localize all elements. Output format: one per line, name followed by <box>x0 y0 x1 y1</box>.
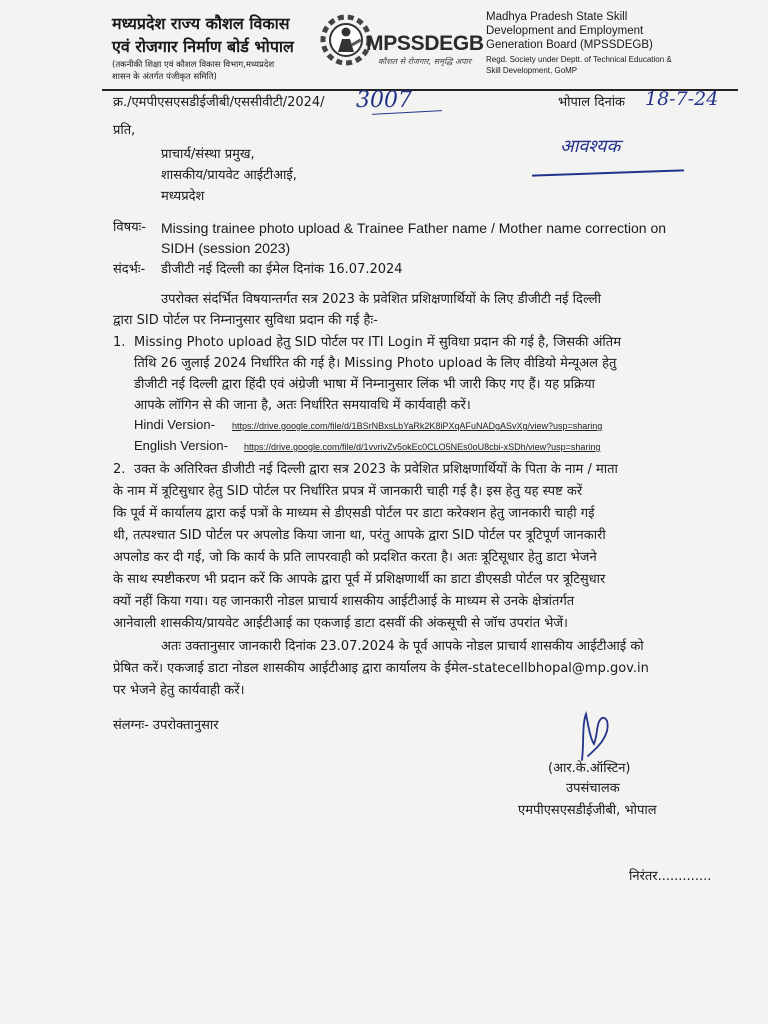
subject-label: विषयः- <box>113 220 146 235</box>
org-sub-english-line2: Skill Development, GoMP <box>486 66 578 75</box>
point2-line3: कि पूर्व में कार्यालय द्वारा कई पत्रों के माध्यम से डीएसडी पोर्टल पर डाटा करेक्शन हेतु जानकारी चाही गई <box>113 506 595 521</box>
urgent-handwritten: आवश्यक <box>560 136 621 157</box>
reference-text: डीजीटी नई दिल्ली का ईमेल दिनांक 16.07.2024 <box>161 262 403 277</box>
logo-text: MPSSDEGB <box>366 32 484 55</box>
point2-line7: क्यों नहीं किया गया। यह जानकारी नोडल प्राचार्य शासकीय आईटीआई के माध्यम से उनके क्षेत्रांतर्गत <box>113 594 575 609</box>
logo-tagline: कौशल से रोजगार, समृद्धि अपार <box>378 57 471 66</box>
reference-handwritten-number: 3007 <box>356 88 412 113</box>
handwritten-signature <box>576 704 616 768</box>
recipient-line1: प्राचार्य/संस्था प्रमुख, <box>161 147 255 162</box>
english-version-label: English Version- <box>134 438 228 453</box>
subject-line1: Missing trainee photo upload & Trainee Father name / Mother name correction on <box>161 220 667 236</box>
recipient-line2: शासकीय/प्रायवेट आईटीआई, <box>161 168 297 183</box>
point2-line1: उक्त के अतिरिक्त डीजीटी नई दिल्ली द्वारा सत्र 2023 के प्रवेशित प्रशिक्षणार्थियों के पिता के नाम / माता <box>134 462 618 477</box>
point1-line2: तिथि 26 जुलाई 2024 निर्धारित की गई है। Missing Photo upload के लिए वीडियो मेन्यूअल हेतु <box>134 356 617 371</box>
closing-line3: पर भेजने हेतु कार्यवाही करें। <box>113 683 245 698</box>
reference-label: संदर्भः- <box>113 262 146 277</box>
signatory-title: उपसंचालक <box>566 781 620 796</box>
point1-line4: आपके लॉगिन से की जाना है, अतः निर्धारित समयावधि में कार्यवाही करें। <box>134 398 471 413</box>
header-divider <box>102 89 738 91</box>
point1-line3: डीजीटी नई दिल्ली द्वारा हिंदी एवं अंग्रेजी भाषा में निम्नानुसार लिंक भी जारी किए गए हैं। यह प्रक्रिया <box>134 377 595 392</box>
org-name-hindi-line2: एवं रोजगार निर्माण बोर्ड भोपाल <box>112 37 294 56</box>
intro-line1: उपरोक्त संदर्भित विषयान्तर्गत सत्र 2023 के प्रवेशित प्रशिक्षणार्थियों के लिए डीजीटी नई दिल्ली <box>161 292 601 307</box>
closing-line1: अतः उक्तानुसार जानकारी दिनांक 23.07.2024 के पूर्व आपके नोडल प्राचार्य शासकीय आईटीआई को <box>161 639 644 654</box>
org-name-hindi-line1: मध्यप्रदेश राज्य कौशल विकास <box>112 14 290 33</box>
urgent-underline <box>532 169 684 176</box>
date-label: भोपाल दिनांक <box>558 95 626 110</box>
subject-line2: SIDH (session 2023) <box>161 240 291 256</box>
point2-line6: के साथ स्पष्टीकरण भी प्रदान करें कि आपके द्वारा पूर्व में प्रशिक्षणार्थी का डाटा डीएसडी पोर्टल पर त्रूटिसुधार <box>113 572 606 587</box>
point2-number: 2. <box>113 462 126 477</box>
to-label: प्रति, <box>113 123 136 138</box>
reference-number: क्र./एमपीएसएसडीईजीबी/एससीवीटी/2024/ <box>113 95 325 110</box>
closing-line2: प्रेषित करें। एकजाई डाटा नोडल शासकीय आईटीआइ द्वारा कार्यालय के ईमेल-statecellbhopal@mp.gov.in <box>113 661 649 676</box>
point2-line5: अपलोड कर दी गई, जो कि कार्य के प्रति लापरवाही को प्रदशित करता है। अतः त्रूटिसूधार हेतु डाटा भेजने <box>113 550 597 565</box>
english-version-link[interactable]: https://drive.google.com/file/d/1vvrivZv5okEc0CLO5NEs0oU8cbi-xSDh/view?usp=sharing <box>244 442 601 452</box>
org-name-english-line1: Madhya Pradesh State Skill <box>486 11 628 23</box>
hindi-version-label: Hindi Version- <box>134 417 215 432</box>
point2-line4: थी, तत्पश्चात SID पोर्टल पर अपलोड किया जाना था, परंतु आपके द्वारा SID पोर्टल पर त्रूटिपूर्ण जानकारी <box>113 528 606 543</box>
continued-marker: निरंतर............. <box>629 869 712 884</box>
org-name-english-line2: Development and Employment <box>486 25 644 37</box>
point1-number: 1. <box>113 335 126 350</box>
hindi-version-link[interactable]: https://drive.google.com/file/d/1BSrNBxsLbYaRk2K8iPXqAFuNADgASvXg/view?usp=sharing <box>232 421 603 431</box>
org-sub-hindi-line1: (तकनीकी शिक्षा एवं कौशल विकास विभाग,मध्यप्रदेश <box>112 60 275 70</box>
enclosure: संलग्नः- उपरोक्तानुसार <box>113 718 219 733</box>
org-sub-hindi-line2: शासन के अंतर्गत पंजीकृत समिति) <box>112 72 217 82</box>
date-handwritten: 18-7-24 <box>645 88 719 110</box>
point1-line1: Missing Photo upload हेतु SID पोर्टल पर ITI Login में सुविधा प्रदान की गई है, जिसकी अंतिम <box>134 335 621 350</box>
org-sub-english-line1: Regd. Society under Deptt. of Technical Education & <box>486 55 672 64</box>
point2-line2: के नाम में त्रूटिसुधार हेतु SID पोर्टल पर निर्धारित प्रपत्र में जानकारी चाही गई है। इस हेतु यह स्पष्ट करें <box>113 484 583 499</box>
signatory-name: (आर.के.ऑस्टिन) <box>548 761 631 776</box>
org-name-english-line3: Generation Board (MPSSDEGB) <box>486 39 653 51</box>
point2-line8: आनेवाली शासकीय/प्रायवेट आईटीआई का एकजाई डाटा दसवीं की अंकसूची से जॉच उपरांत भेजें। <box>113 616 568 631</box>
recipient-line3: मध्यप्रदेश <box>161 189 205 204</box>
intro-line2: द्वारा SID पोर्टल पर निम्नानुसार सुविधा प्रदान की गई हैः- <box>113 313 378 328</box>
signatory-org: एमपीएसएसडीईजीबी, भोपाल <box>518 803 657 818</box>
